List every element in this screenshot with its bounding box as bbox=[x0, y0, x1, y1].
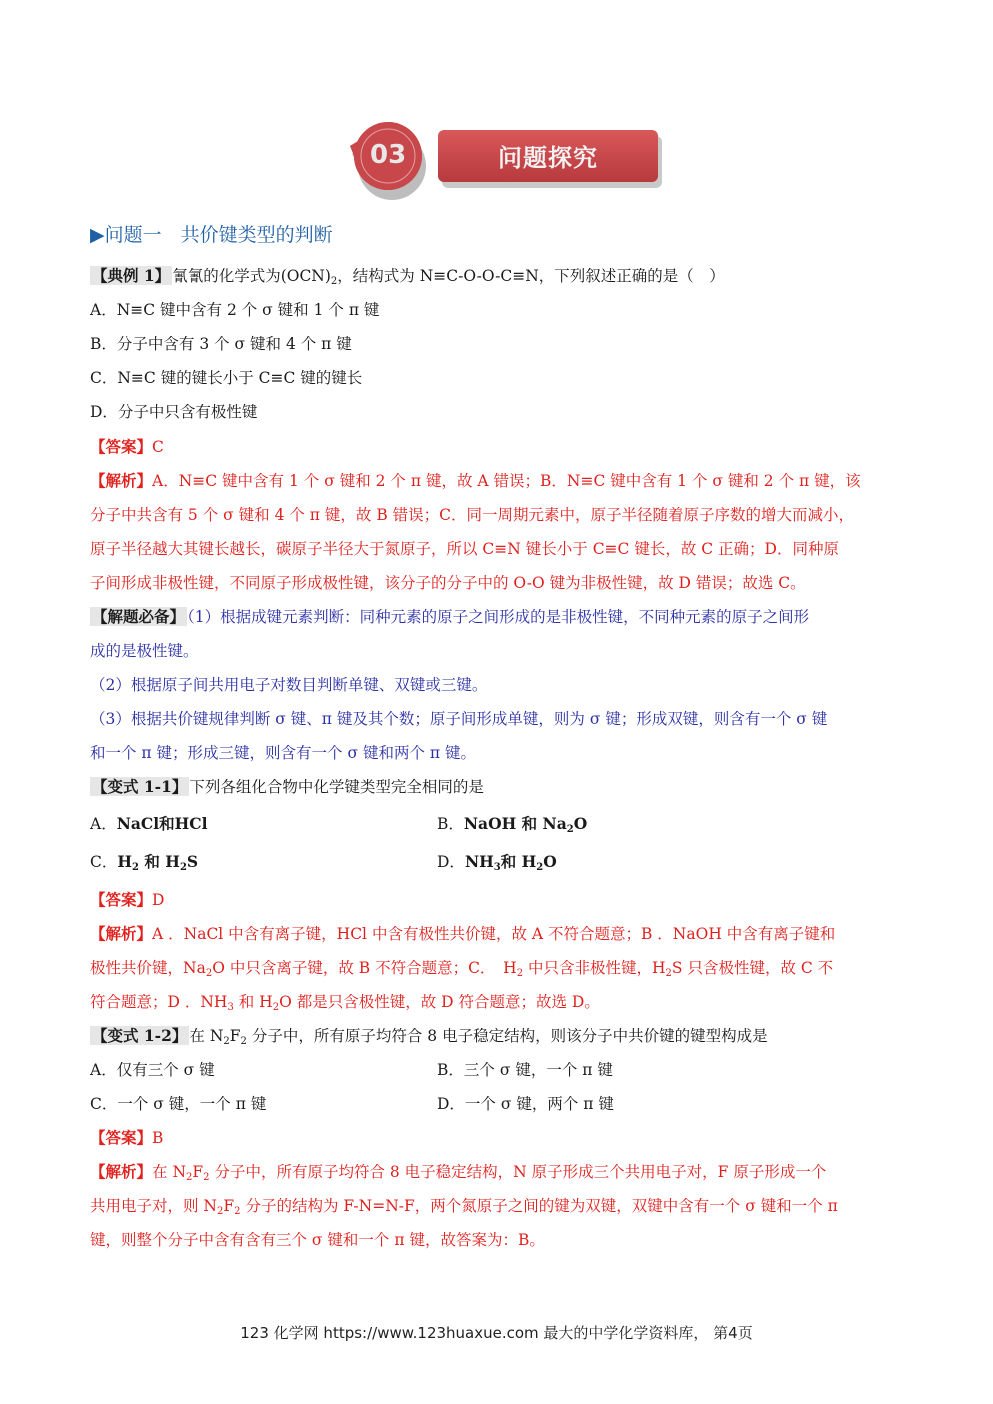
method-line: （3）根据共价键规律判断 σ 键、π 键及其个数；原子间形成单键，则为 σ 键；形成双键，则含有一个 σ 键 bbox=[90, 710, 828, 728]
variant1-stem: 【变式 1-1】 下列各组化合物中化学键类型完全相同的是 bbox=[92, 777, 484, 796]
example1-answer: 【答案】C bbox=[90, 437, 164, 456]
example1-option-b: B．分子中含有 3 个 σ 键和 4 个 π 键 bbox=[90, 335, 352, 353]
variant2-option-b: B．三个 σ 键，一个 π 键 bbox=[437, 1061, 613, 1079]
variant2-answer: 【答案】B bbox=[90, 1128, 164, 1147]
section-title: ▶问题一 共价键类型的判断 bbox=[90, 224, 333, 246]
variant1-answer: 【答案】D bbox=[90, 890, 165, 909]
header-number: 03 bbox=[370, 140, 407, 170]
variant2-analysis-line: 【解析】在 $N_2F_2$ 分子中，所有原子均符合 8 电子稳定结构，N 原子形成三个共用电子对，F 原子形成一个 bbox=[90, 1162, 827, 1183]
example1-analysis-line: 【解析】A．N≡C 键中含有 1 个 σ 键和 2 个 π 键，故 A 错误；B．N≡C 键中含有 1 个 σ 键和 2 个 π 键，该 bbox=[90, 471, 861, 490]
variant-tag: 【变式 1-1】 bbox=[92, 777, 188, 796]
example-tag: 【典例 1】 bbox=[92, 266, 171, 285]
example1-option-c: C．N≡C 键的键长小于 C≡C 键的键长 bbox=[90, 369, 363, 387]
page-footer: 123 化学网 https://www.123huaxue.com 最大的中学化学资料库， 第4页 bbox=[240, 1324, 753, 1342]
variant1-option-c: C．$H_2$ 和 $H_2S$ bbox=[90, 852, 199, 873]
variant2-option-a: A．仅有三个 σ 键 bbox=[90, 1061, 215, 1079]
variant1-option-a: A．NaCl和HCl bbox=[90, 814, 208, 833]
variant1-option-d: D．$NH_3$和 $H_2O$ bbox=[437, 852, 557, 873]
variant2-option-d: D．一个 σ 键，两个 π 键 bbox=[437, 1095, 614, 1113]
example1-analysis-line: 子间形成非极性键，不同原子形成极性键，该分子的分子中的 O-O 键为非极性键，故 D 错误；故选 C。 bbox=[90, 574, 806, 592]
method-line: 成的是极性键。 bbox=[90, 642, 199, 660]
variant2-analysis-line: 键，则整个分子中含有含有三个 σ 键和一个 π 键，故答案为：B。 bbox=[90, 1231, 545, 1249]
example1-stem: 【典例 1】 氰氰的化学式为$(OCN)_2$，结构式为 N≡C-O-O-C≡N，下列叙述正确的是（ ） bbox=[92, 266, 725, 287]
variant2-stem: 【变式 1-2】 在 $N_2F_2$ 分子中，所有原子均符合 8 电子稳定结构，则该分子中共价键的键型构成是 bbox=[92, 1026, 768, 1047]
example1-analysis-line: 原子半径越大其键长越长，碳原子半径大于氮原子，所以 C≡N 键长小于 C≡C 键长，故 C 正确；D．同种原 bbox=[90, 540, 839, 558]
example1-option-d: D．分子中只含有极性键 bbox=[90, 403, 258, 421]
method-tag: 【解题必备】 bbox=[92, 607, 186, 626]
example1-analysis-line: 分子中共含有 5 个 σ 键和 4 个 π 键，故 B 错误；C．同一周期元素中，原子半径随着原子序数的增大而减小， bbox=[90, 506, 855, 524]
variant2-option-c: C．一个 σ 键，一个 π 键 bbox=[90, 1095, 267, 1113]
method-line: 和一个 π 键；形成三键，则含有一个 σ 键和两个 π 键。 bbox=[90, 744, 477, 762]
variant2-analysis-line: 共用电子对，则 $N_2F_2$ 分子的结构为 F-N=N-F，两个氮原子之间的键为双键，双键中含有一个 σ 键和一个 π bbox=[90, 1197, 838, 1217]
method-line: 【解题必备】 （1）根据成键元素判断：同种元素的原子之间形成的是非极性键，不同种元素的原子之间形 bbox=[92, 607, 810, 626]
variant1-option-b: B．NaOH 和 $Na_2O$ bbox=[437, 814, 588, 835]
method-line: （2）根据原子间共用电子对数目判断单键、双键或三键。 bbox=[90, 676, 488, 694]
variant1-analysis-line: 【解析】A ．NaCl 中含有离子键，HCl 中含有极性共价键，故 A 不符合题意；B ．NaOH 中含有离子键和 bbox=[90, 924, 836, 943]
variant1-analysis-line: 符合题意；D ．$NH_3$ 和 $H_2O$ 都是只含极性键，故 D 符合题意；故选 D。 bbox=[90, 993, 600, 1013]
variant1-analysis-line: 极性共价键，$Na_2O$ 中只含离子键，故 B 不符合题意；C． $H_2$ 中只含非极性键，$H_2S$ 只含极性键，故 C 不 bbox=[90, 959, 834, 979]
header-title: 问题探究 bbox=[498, 144, 598, 172]
variant-tag: 【变式 1-2】 bbox=[92, 1026, 188, 1045]
example1-option-a: A．N≡C 键中含有 2 个 σ 键和 1 个 π 键 bbox=[90, 301, 380, 319]
